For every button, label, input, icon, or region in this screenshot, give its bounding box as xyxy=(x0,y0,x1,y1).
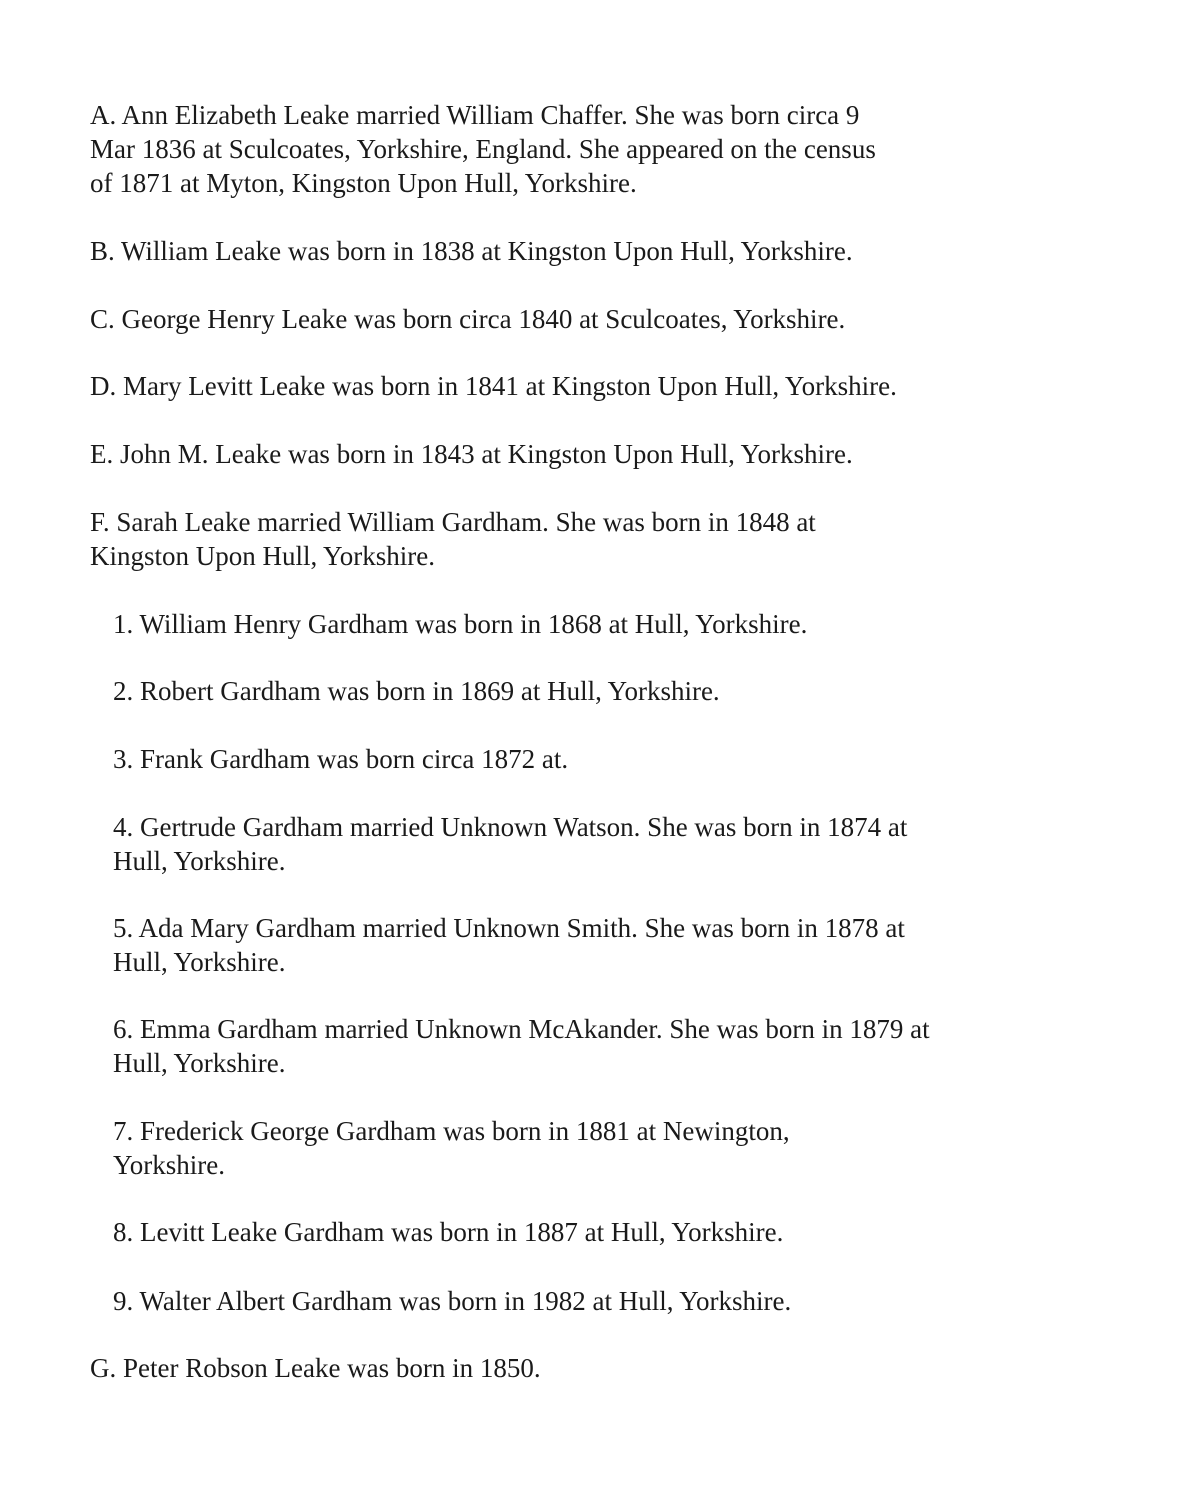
entry-a-line-2: Mar 1836 at Sculcoates, Yorkshire, England. She appeared on the census xyxy=(90,134,876,164)
entry-c-line-1: C. George Henry Leake was born circa 1840 at Sculcoates, Yorkshire. xyxy=(90,304,846,334)
entry-f4-line-1: 4. Gertrude Gardham married Unknown Watson. She was born in 1874 at xyxy=(113,812,908,842)
entry-f xyxy=(90,505,816,573)
entry-d-line-1: D. Mary Levitt Leake was born in 1841 at Kingston Upon Hull, Yorkshire. xyxy=(90,371,897,401)
entry-f1-line-1: 1. William Henry Gardham was born in 1868 at Hull, Yorkshire. xyxy=(113,609,808,639)
entry-f2-line-1: 2. Robert Gardham was born in 1869 at Hull, Yorkshire. xyxy=(113,676,720,706)
entry-f4-line-2: Hull, Yorkshire. xyxy=(113,846,286,876)
entry-f6 xyxy=(113,1012,930,1080)
entry-f1 xyxy=(113,607,807,641)
entry-g xyxy=(90,1351,541,1385)
entry-f7-line-1: 7. Frederick George Gardham was born in 1881 at Newington, xyxy=(113,1116,790,1146)
entry-f8 xyxy=(113,1215,783,1249)
entry-f7 xyxy=(113,1114,790,1182)
entry-f7-line-2: Yorkshire. xyxy=(113,1150,226,1180)
entry-a-line-3: of 1871 at Myton, Kingston Upon Hull, Yorkshire. xyxy=(90,168,637,198)
entry-f5 xyxy=(113,911,905,979)
entry-f3-line-1: 3. Frank Gardham was born circa 1872 at. xyxy=(113,744,569,774)
entry-a-line-1: A. Ann Elizabeth Leake married William Chaffer. She was born circa 9 xyxy=(90,100,860,130)
entry-f9-line-1: 9. Walter Albert Gardham was born in 1982 at Hull, Yorkshire. xyxy=(113,1286,792,1316)
entry-f6-line-2: Hull, Yorkshire. xyxy=(113,1048,286,1078)
entry-a xyxy=(90,98,876,200)
entry-f9 xyxy=(113,1284,791,1318)
entry-b xyxy=(90,234,853,268)
entry-f4 xyxy=(113,810,907,878)
entry-d xyxy=(90,369,897,403)
entry-f2 xyxy=(113,674,720,708)
entry-e-line-1: E. John M. Leake was born in 1843 at Kingston Upon Hull, Yorkshire. xyxy=(90,439,853,469)
entry-f5-line-1: 5. Ada Mary Gardham married Unknown Smith. She was born in 1878 at xyxy=(113,913,905,943)
entry-f6-line-1: 6. Emma Gardham married Unknown McAkander. She was born in 1879 at xyxy=(113,1014,930,1044)
entry-g-line-1: G. Peter Robson Leake was born in 1850. xyxy=(90,1353,541,1383)
entry-c xyxy=(90,302,845,336)
entry-b-line-1: B. William Leake was born in 1838 at Kingston Upon Hull, Yorkshire. xyxy=(90,236,853,266)
entry-f8-line-1: 8. Levitt Leake Gardham was born in 1887 at Hull, Yorkshire. xyxy=(113,1217,784,1247)
entry-f-line-2: Kingston Upon Hull, Yorkshire. xyxy=(90,541,436,571)
entry-f3 xyxy=(113,742,568,776)
entry-f5-line-2: Hull, Yorkshire. xyxy=(113,947,286,977)
entry-e xyxy=(90,437,853,471)
entry-f-line-1: F. Sarah Leake married William Gardham. She was born in 1848 at xyxy=(90,507,816,537)
